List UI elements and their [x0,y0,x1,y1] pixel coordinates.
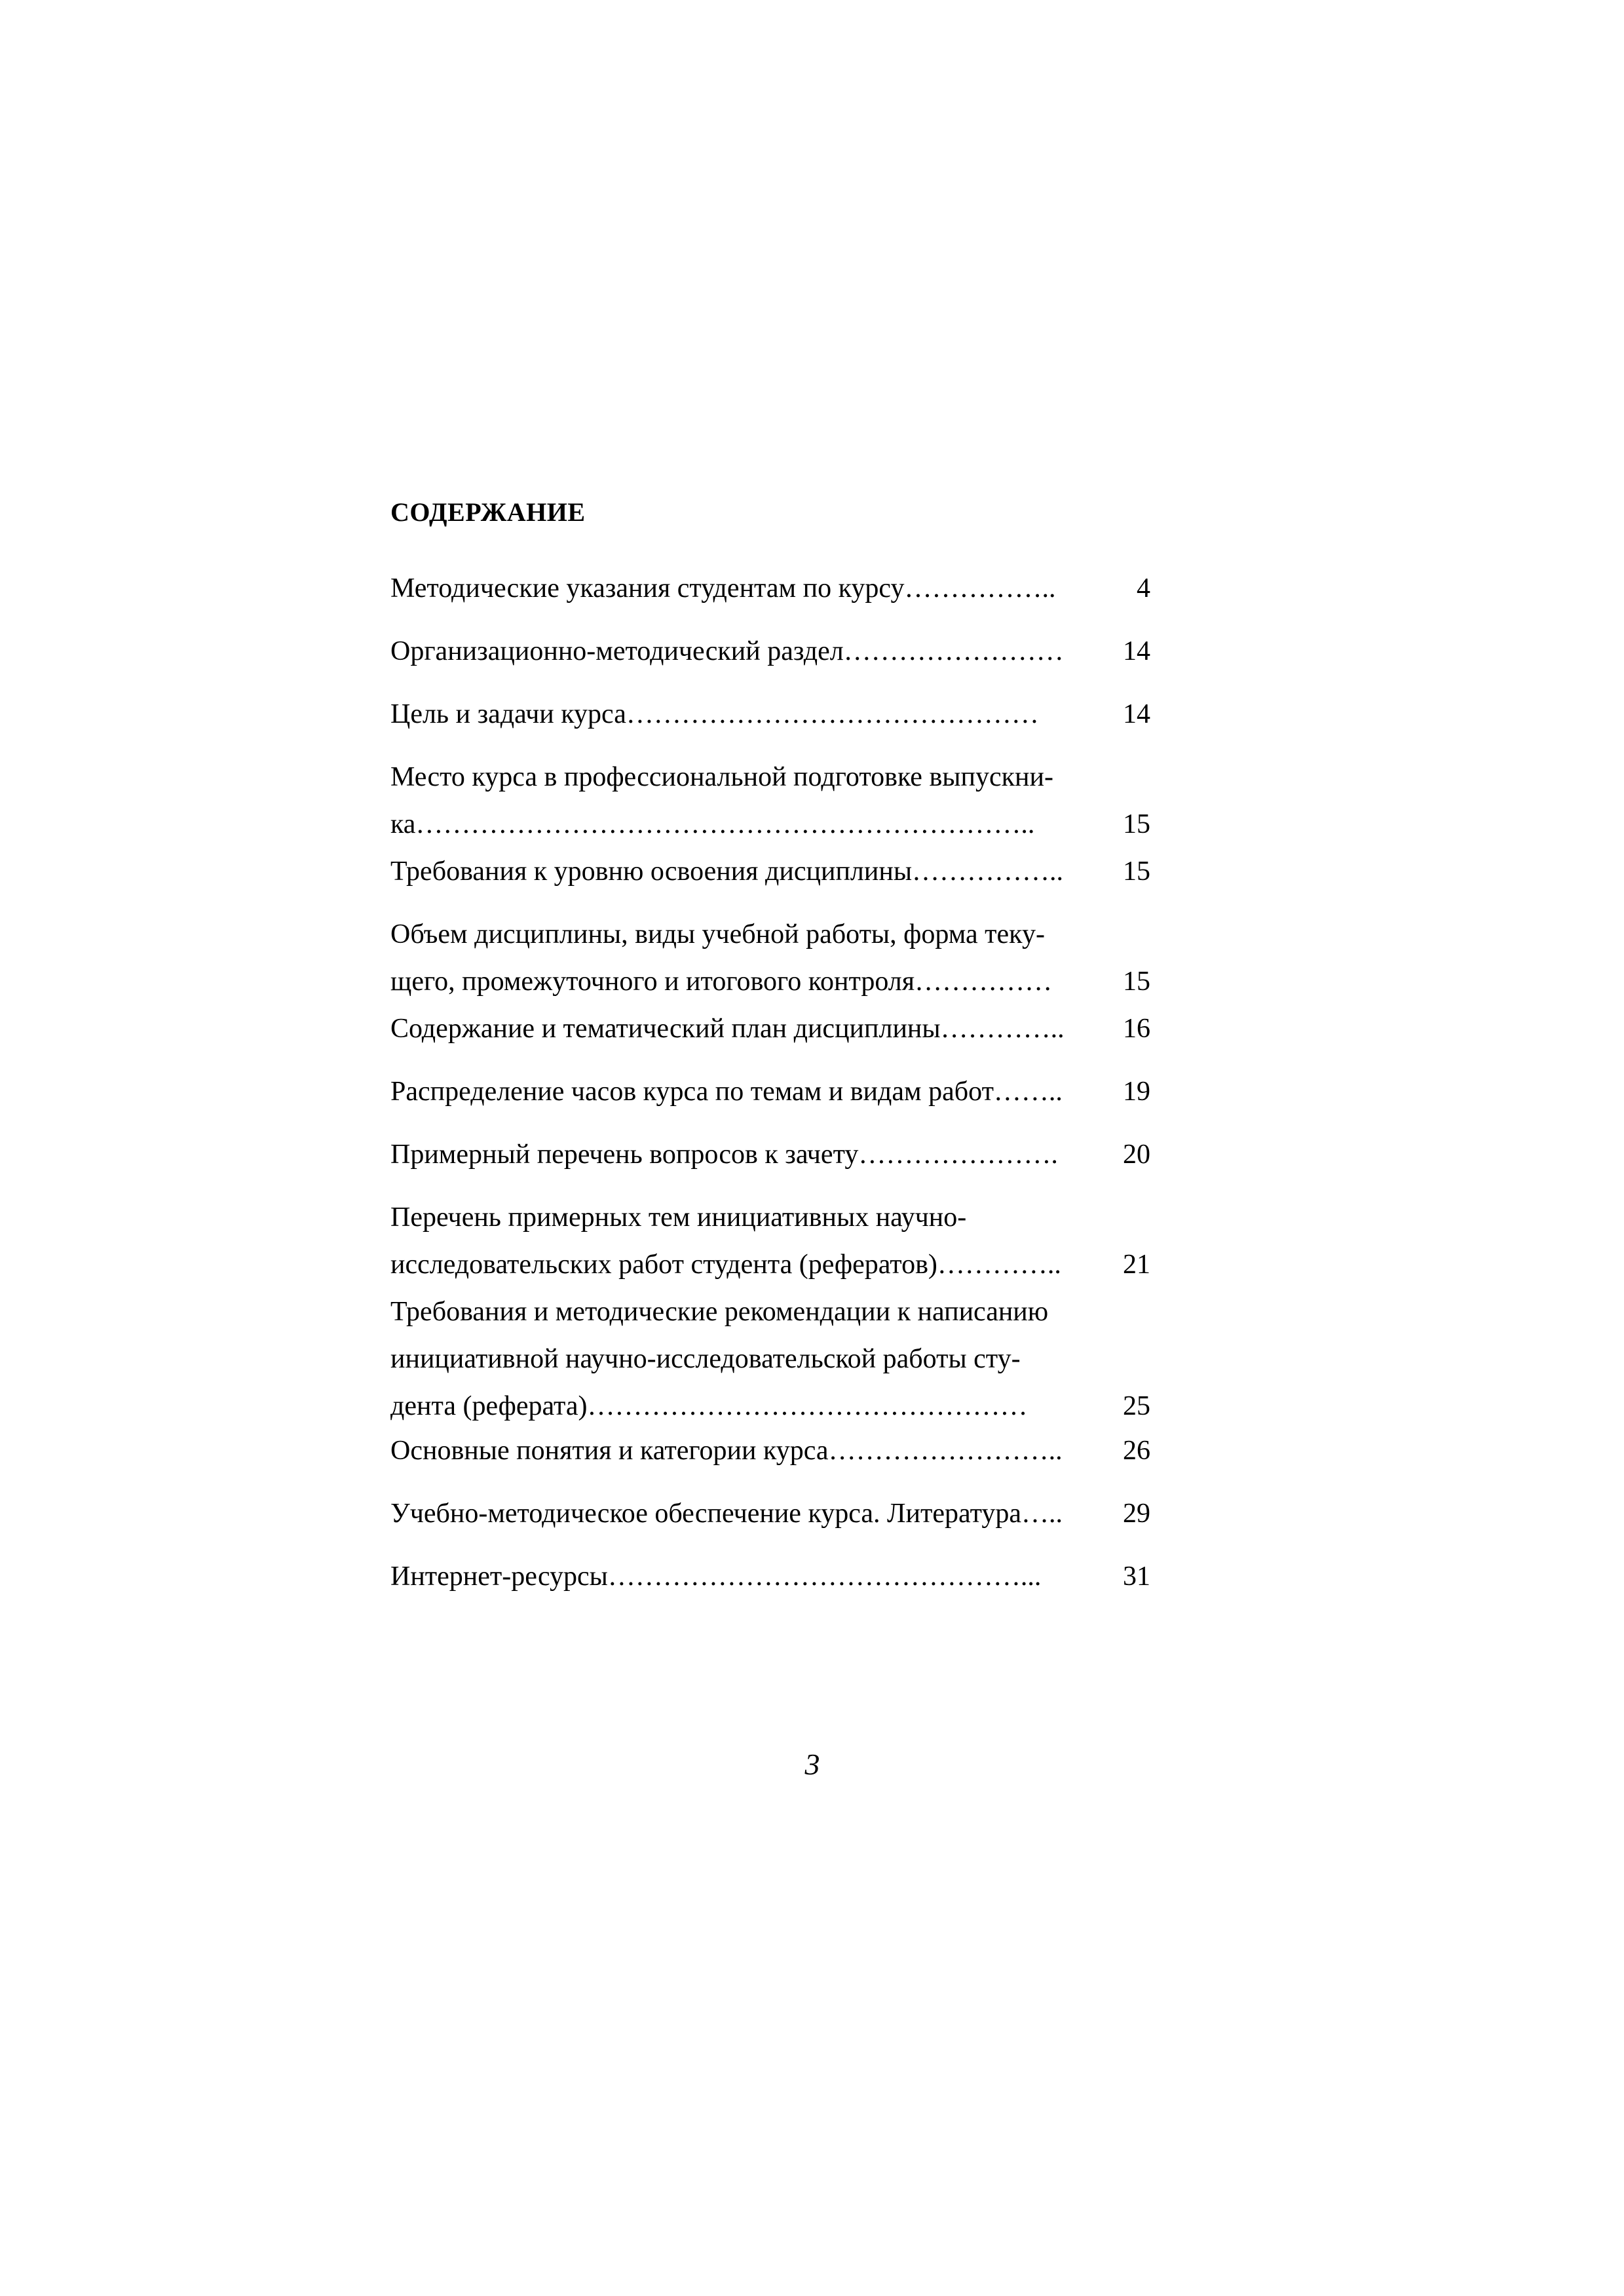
toc-entry-internet-resources [390,1553,1163,1600]
toc-entry-basic-concepts [390,1427,1163,1474]
toc-entry-page: 21 [1123,1250,1150,1280]
toc-entry-page: 15 [1123,856,1150,887]
toc-entry-text: Учебно-методическое обеспечение курса. Литература….. [390,1499,1063,1529]
page-title: СОДЕРЖАНИЕ [390,497,586,527]
toc-entry-content-plan [390,1005,1163,1052]
toc-entry-page: 19 [1123,1077,1150,1107]
toc-entry-page: 25 [1123,1391,1150,1421]
toc-entry-page: 14 [1123,699,1150,729]
toc-entry-text: Распределение часов курса по темам и видам работ…….. [390,1077,1063,1107]
toc-entry-page: 20 [1123,1139,1150,1170]
toc-entry-requirements-level [390,848,1163,895]
toc-entry-research-requirements [390,1288,1163,1430]
toc-entry-literature [390,1490,1163,1537]
page-number: 3 [804,1748,820,1781]
toc-entry-text: Цель и задачи курса……………………………………… [390,699,1039,729]
toc-entry-text: Перечень примерных тем инициативных научно- исследовательских работ студента (рефератов)………….. [390,1202,1061,1280]
toc-entry-text: Место курса в профессиональной подготовке выпускни- ка………………………………………………………….. [390,762,1053,839]
toc-entry-page: 15 [1123,809,1150,839]
toc-entry-text: Интернет-ресурсы………………………………………... [390,1561,1042,1592]
toc-entry-goals [390,691,1163,738]
toc-entry-page: 14 [1123,636,1150,666]
toc-entry-text: Методические указания студентам по курсу…………….. [390,573,1056,603]
toc-entry-organizational-section [390,628,1163,675]
toc-entry-exam-questions [390,1131,1163,1178]
toc-entry-text: Требования и методические рекомендации к написанию инициативной научно-исследовательской работы сту- дента (реферата)………………………………………… [390,1297,1049,1421]
toc-entry-page: 15 [1123,966,1150,997]
toc-entry-page: 31 [1123,1561,1150,1592]
toc-entry-text: Требования к уровню освоения дисциплины…………….. [390,856,1064,887]
toc-entry-course-place [390,754,1163,848]
toc-entry-methodical-guidelines [390,565,1163,612]
toc-entry-text: Примерный перечень вопросов к зачету…………………. [390,1139,1058,1170]
toc-entry-text: Организационно-методический раздел…………………… [390,636,1064,666]
toc-entry-text: Объем дисциплины, виды учебной работы, форма теку- щего, промежуточного и итогового контроля…………… [390,919,1053,997]
toc-entry-page: 26 [1123,1436,1150,1466]
toc-entry-text: Содержание и тематический план дисциплины………….. [390,1014,1065,1044]
toc-entry-page: 16 [1123,1014,1150,1044]
toc-entry-page: 29 [1123,1499,1150,1529]
toc-entry-page: 4 [1137,573,1150,603]
toc-entry-hours-distribution [390,1068,1163,1115]
toc-entry-text: Основные понятия и категории курса…………………….. [390,1436,1063,1466]
toc-entry-volume [390,911,1163,1005]
toc-entry-research-topics [390,1194,1163,1288]
